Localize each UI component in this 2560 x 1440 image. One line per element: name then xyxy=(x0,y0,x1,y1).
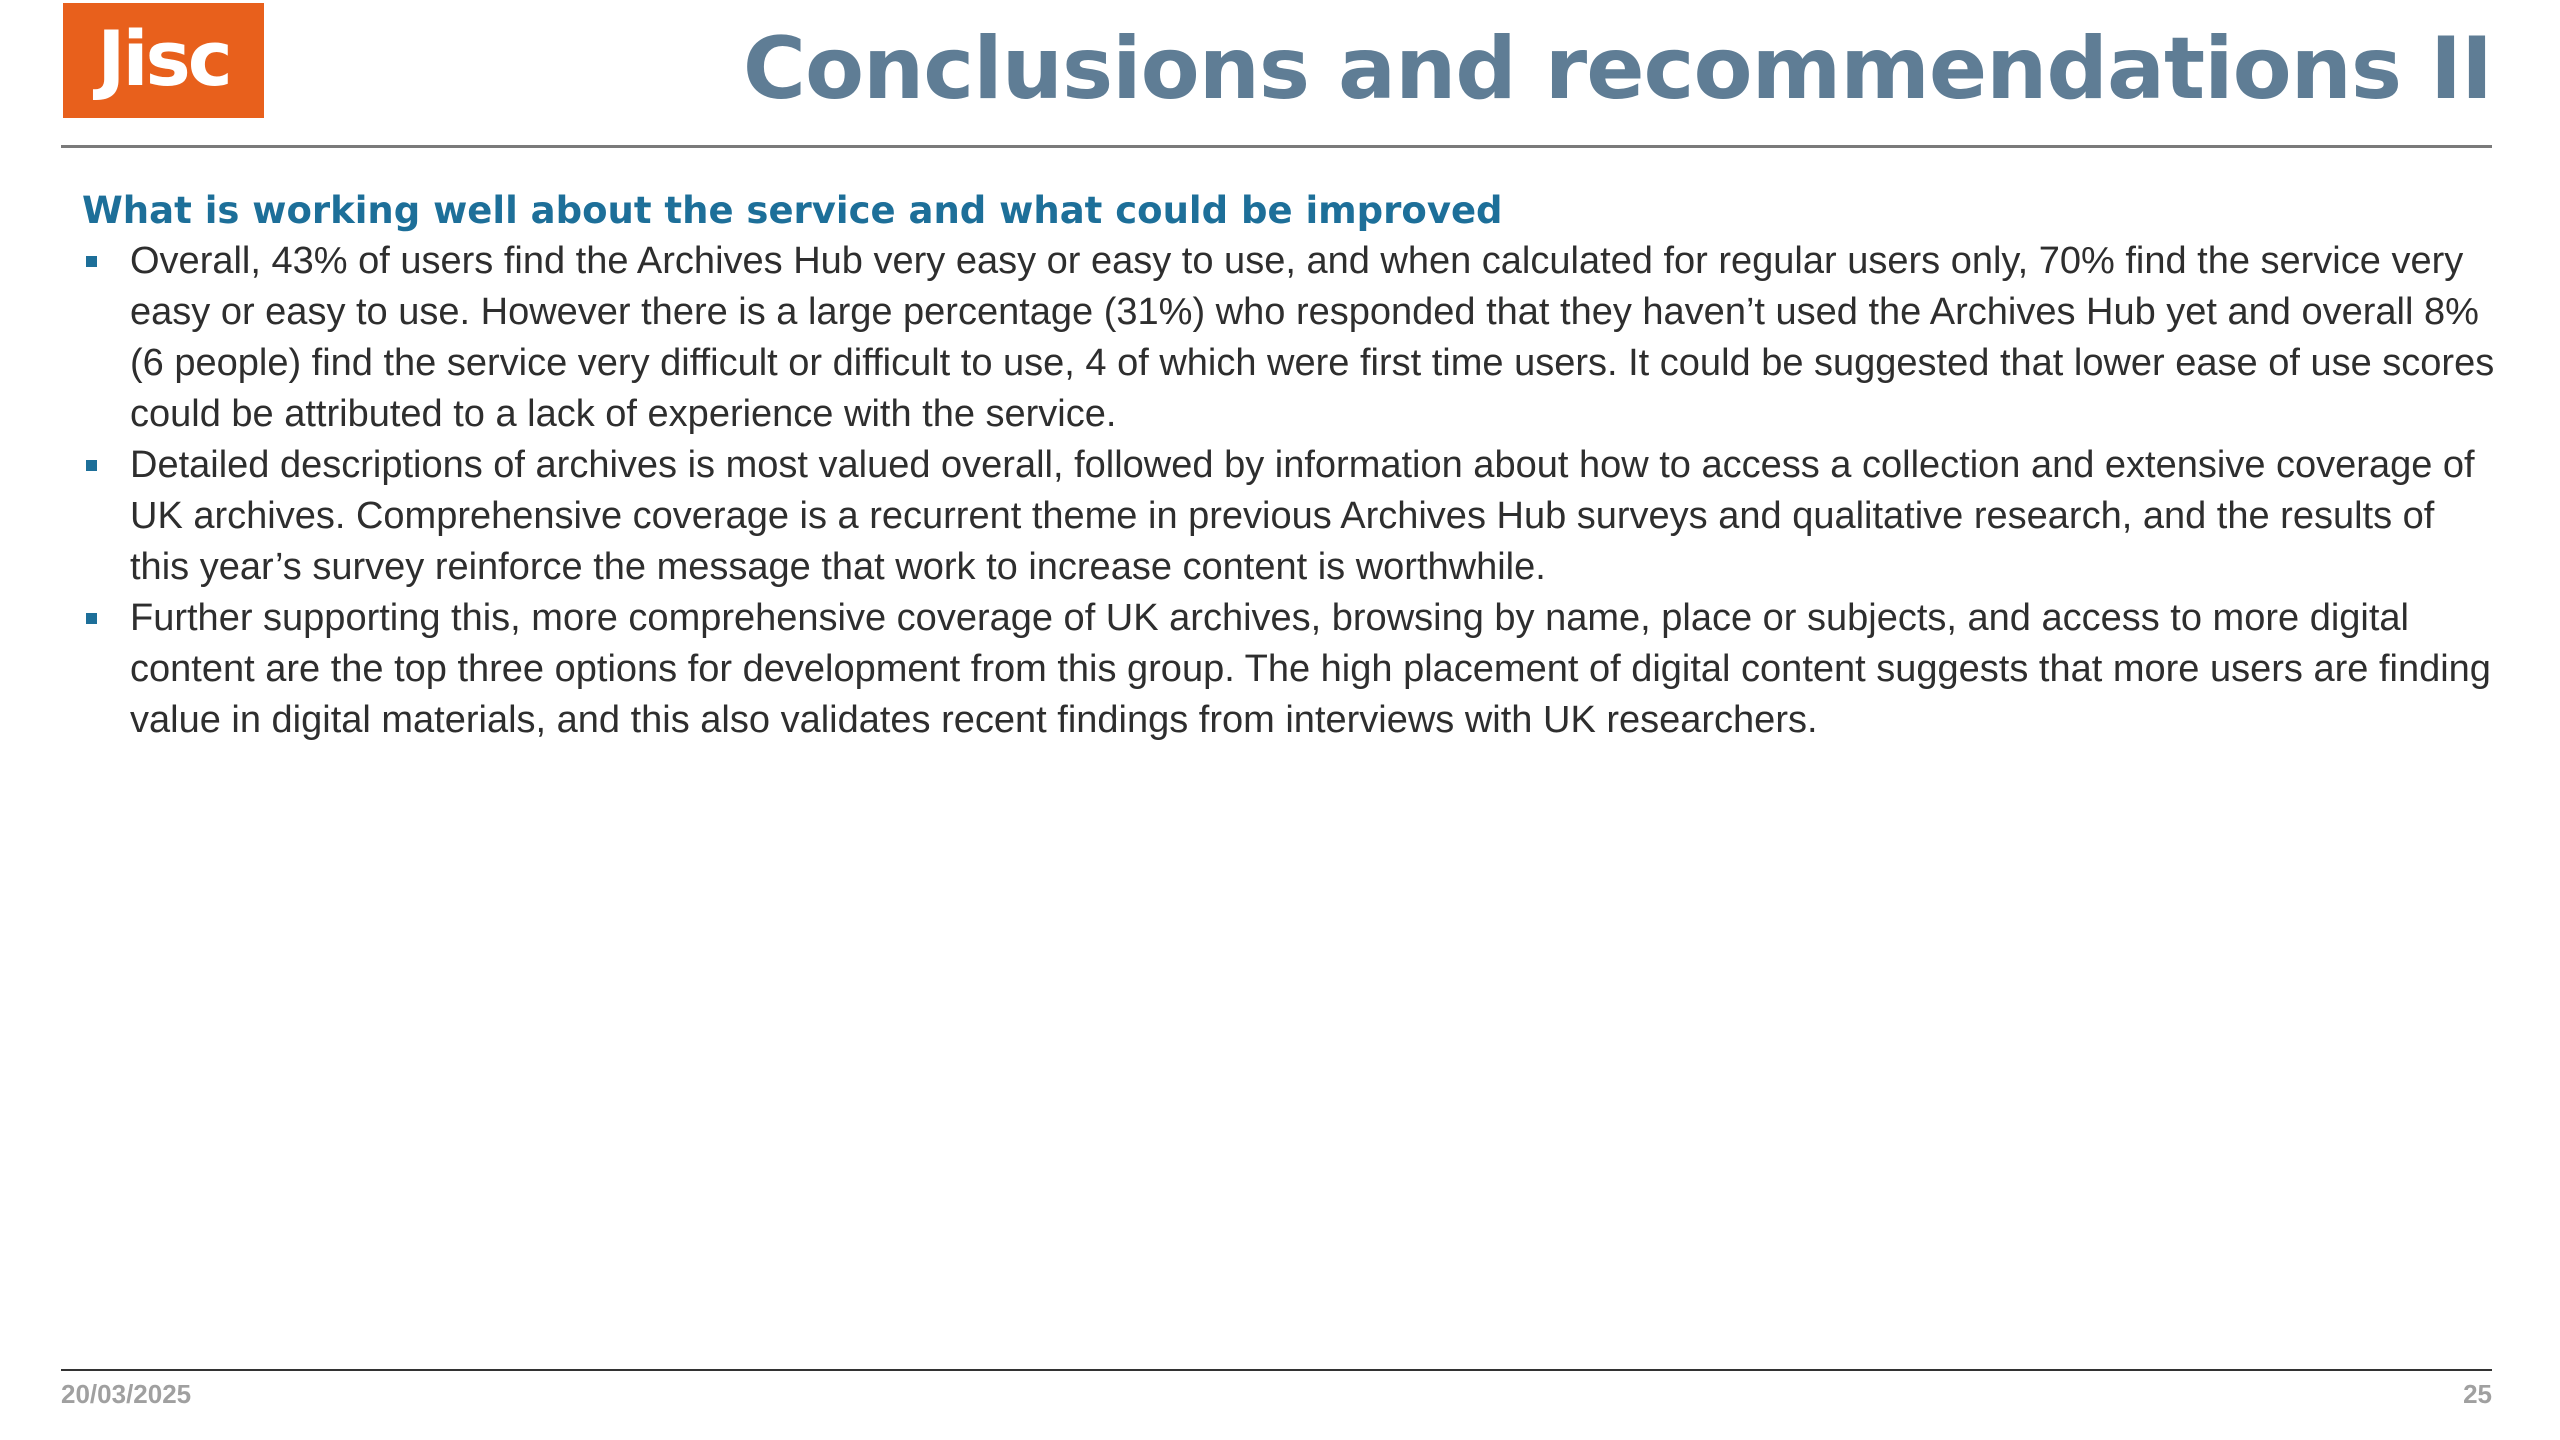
page-title: Conclusions and recommendations II xyxy=(742,19,2492,119)
main-content xyxy=(82,186,2502,746)
bullet-text: Detailed descriptions of archives is most valued overall, followed by information about how to access a collection and extensive coverage of UK archives. Comprehensive coverage is a recurrent theme in previous Archives Hub surveys and qualitative research, and the results of this year’s survey reinforce the message that work to increase content is worthwhile. xyxy=(130,444,2475,588)
bullet-item xyxy=(82,593,2502,746)
bullet-list xyxy=(82,236,2502,746)
footer-divider xyxy=(61,1369,2492,1371)
header-divider xyxy=(61,145,2492,148)
bullet-item xyxy=(82,236,2502,440)
bullet-text: Overall, 43% of users find the Archives Hub very easy or easy to use, and when calculated for regular users only, 70% find the service very easy or easy to use. However there is a large percentage (31%) who responded that they haven’t used the Archives Hub yet and overall 8% (6 people) find the service very difficult or difficult to use, 4 of which were first time users. It could be suggested that lower ease of use scores could be attributed to a lack of experience with the service. xyxy=(130,240,2495,435)
section-subheading: What is working well about the service and what could be improved xyxy=(82,189,1503,232)
jisc-logo xyxy=(63,3,264,118)
square-bullet-icon xyxy=(86,460,97,471)
footer-date: 20/03/2025 xyxy=(61,1379,192,1409)
square-bullet-icon xyxy=(86,256,97,267)
page-number: 25 xyxy=(2463,1379,2492,1409)
square-bullet-icon xyxy=(86,613,97,624)
bullet-text: Further supporting this, more comprehensive coverage of UK archives, browsing by name, place or subjects, and access to more digital content are the top three options for development from this group. The high placement of digital content suggests that more users are finding value in digital materials, and this also validates recent findings from interviews with UK researchers. xyxy=(130,597,2491,741)
logo-text: Jisc xyxy=(97,13,230,103)
bullet-item xyxy=(82,440,2502,593)
